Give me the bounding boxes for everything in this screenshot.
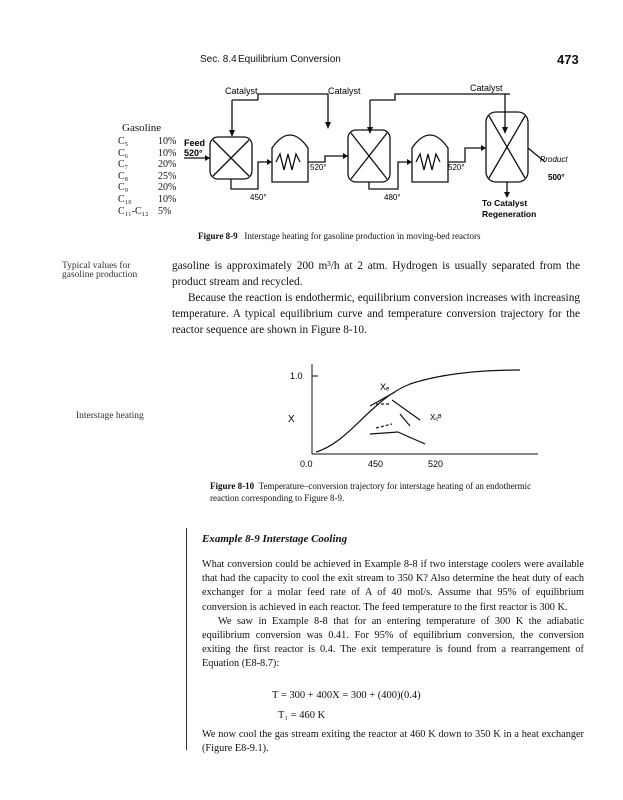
paragraph: Because the reaction is endothermic, equilibrium conversion increases with increasing temperature. A typical equilibrium curve and temperature conversion trajectory for the reactor sequence are shown in Figure 8-10. — [172, 292, 580, 336]
paragraph: We now cool the gas stream exiting the reactor at 460 K down to 350 K in a heat exchanger (Figure E8-9.1). — [202, 729, 584, 755]
x-tick-label: 0.0 — [300, 459, 313, 469]
label-500: 500° — [548, 173, 565, 182]
paragraph: What conversion could be achieved in Example 8-8 if two interstage coolers were available that had the capacity to cool the exit stream to 350 K? Also determine the heat duty of each exchanger for a molar feed rate of A of 40 mol/s. Assume that 95% of equilibrium conversion is achieved in each reactor. The feed temperature to the first reactor is 300 K. — [202, 559, 584, 613]
percentage: 25% — [158, 170, 177, 182]
margin-note-line: gasoline production — [62, 270, 138, 280]
label-520-b: 520° — [448, 163, 465, 172]
margin-note-interstage: Interstage heating — [76, 411, 144, 421]
caption-text: Interstage heating for gasoline production in moving-bed reactors — [244, 231, 481, 241]
section-label: Sec. 8.4 — [200, 54, 237, 65]
label-catalyst-2: Catalyst — [328, 86, 361, 96]
caption-text: Temperature–conversion trajectory for interstage heating of an endothermic reaction corresponding to Figure 8-9. — [210, 481, 532, 503]
label-520-a: 520° — [310, 163, 327, 172]
percentage: 10% — [158, 193, 177, 205]
figure-8-10-chart — [280, 360, 560, 476]
component: C₆ — [118, 147, 129, 159]
flow-line — [308, 156, 348, 162]
page-number: 473 — [557, 52, 579, 67]
figure-8-9-diagram — [180, 82, 580, 227]
equation-2: T₁ = 460 K — [278, 710, 326, 721]
percentage: 10% — [158, 136, 177, 147]
label-product: Product — [540, 155, 568, 164]
percentage: 20% — [158, 159, 177, 171]
label-450: 450° — [250, 193, 267, 202]
component: C₁₁-C₁₂ — [118, 205, 149, 217]
figure-8-10-caption — [210, 480, 550, 504]
figure-8-9-caption — [198, 231, 481, 241]
flow-line — [448, 148, 486, 162]
component: C₉ — [118, 182, 129, 194]
example-title: Example 8-9 Interstage Cooling — [202, 533, 348, 545]
example-body-end — [202, 728, 584, 756]
body-text — [172, 258, 580, 338]
caption-label: Figure 8-9 — [198, 231, 238, 241]
label-regen-2: Regeneration — [482, 209, 537, 219]
catalyst-line — [370, 94, 505, 132]
label-regen-1: To Catalyst — [482, 198, 528, 208]
example-body — [202, 558, 584, 672]
y-tick-label: 1.0 — [290, 371, 303, 381]
catalyst-line — [258, 94, 328, 126]
gasoline-table-title: Gasoline — [122, 122, 162, 134]
component: C₇ — [118, 159, 129, 171]
x-tick-label: 450 — [368, 459, 384, 469]
percentage: 20% — [158, 182, 177, 194]
caption-label: Figure 8-10 — [210, 481, 255, 491]
paragraph: gasoline is approximately 200 m³/h at 2 atm. Hydrogen is usually separated from the product stream and recycled. — [172, 260, 580, 288]
component: C₁₀ — [118, 193, 132, 205]
component: C₅ — [118, 136, 129, 147]
y-axis-label: X — [288, 414, 295, 425]
label-catalyst-3: Catalyst — [470, 83, 503, 93]
x-tick-label: 520 — [428, 459, 444, 469]
xe-label: Xₑ — [380, 382, 390, 392]
component: C₈ — [118, 170, 129, 182]
eb-trajectory — [370, 392, 425, 444]
label-480: 480° — [384, 193, 401, 202]
equation-1: T = 300 + 400X = 300 + (400)(0.4) — [272, 690, 421, 701]
label-catalyst-1: Catalyst — [225, 86, 258, 96]
xeb-label: Xₑᴮ — [430, 413, 442, 422]
percentage: 5% — [158, 205, 172, 217]
equilibrium-curve — [316, 370, 520, 452]
example-sidebar-rule — [186, 528, 187, 750]
percentage: 10% — [158, 147, 177, 159]
margin-note-line: Typical values for — [62, 261, 131, 271]
label-feed: Feed — [184, 138, 206, 148]
label-feed-temp: 520° — [184, 148, 203, 158]
margin-note-typical — [62, 262, 137, 280]
running-title: Equilibrium Conversion — [238, 54, 341, 65]
paragraph: We saw in Example 8-8 that for an entering temperature of 300 K the adiabatic equilibrium conversion was 0.41. For 95% of equilibrium conversion, the conversion exiting the first reactor is 0.4. The exit temperature is found from a rearrangement of Equation (E8-8.7): — [202, 615, 584, 670]
